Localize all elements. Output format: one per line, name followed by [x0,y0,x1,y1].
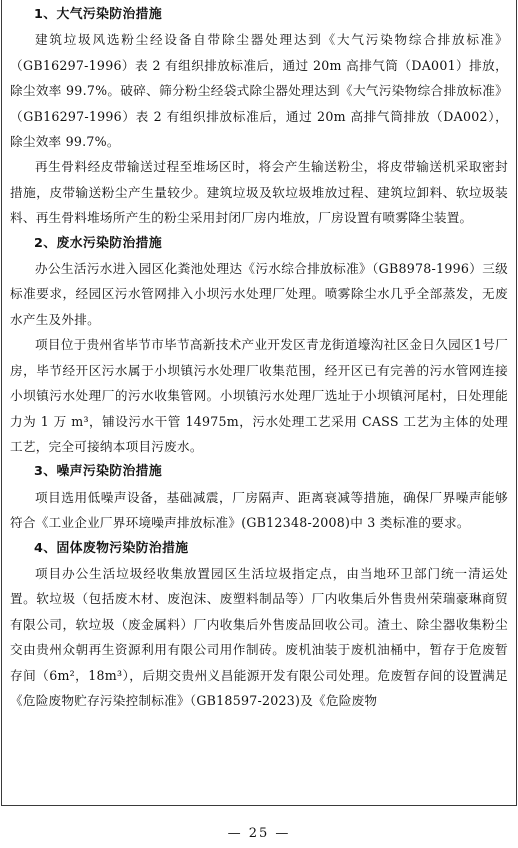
section-heading-solid-waste: 4、固体废物污染防治措施 [34,540,189,556]
section-heading-air: 1、大气污染防治措施 [34,7,163,22]
document-body [10,2,508,713]
paragraph-air-2: 再生骨料经皮带输送过程至堆场区时，将会产生输送粉尘，将皮带输送机采取密封措施，皮带输送粉尘产生量较少。建筑垃圾及软垃圾堆放过程、建筑垃卸料、软垃圾装料、再生骨料堆场所产生的粉尘采用封闭厂房内堆放，厂房设置有喷雾降尘装置。 [10,159,508,226]
section-heading-noise: 3、噪声污染防治措施 [34,464,163,480]
paragraph-air-1: 建筑垃圾风选粉尘经设备自带除尘器处理达到《大气污染物综合排放标准》（GB16297-1996）表 2 有组织排放标准后，通过 20m 高排气筒（DA001）排放，除尘效率 99.7%。破碎、筛分粉尘经袋式除尘器处理达到《大气污染物综合排放标准》（GB16297-1996）表 2 有组织排放标准后，通过 20m 高排气筒排放（DA002），除尘效率 99.7%。 [10,32,508,150]
paragraph-water-1: 办公生活污水进入园区化粪池处理达《污水综合排放标准》（GB8978-1996）三级标准要求，经园区污水管网排入小坝污水处理厂处理。喷雾除尘水几乎全部蒸发，无废水产生及外排。 [10,261,508,327]
section-heading-water: 2、废水污染防治措施 [34,235,163,251]
page-number: — 25 — [227,826,291,841]
paragraph-water-2: 项目位于贵州省毕节市毕节高新技术产业开发区青龙街道壕沟社区金日久园区1号厂房，毕节经开区污水属于小坝镇污水处理厂收集范围，经开区已有完善的污水管网连接小坝镇污水处理厂的污水收集管网。小坝镇污水处理厂选址于小坝镇河尾村，日处理能力为 1 万 m³，铺设污水干管 14975m，污水处理工艺采用 CASS 工艺为主体的处理工艺，完全可接纳本项目污废水。 [10,337,508,454]
paragraph-noise-1: 项目选用低噪声设备，基础减震，厂房隔声、距离衰减等措施，确保厂界噪声能够符合《工业企业厂界环境噪声排放标准》(GB12348-2008)中 3 类标准的要求。 [10,489,508,531]
paragraph-solid-waste-1: 项目办公生活垃圾经收集放置园区生活垃圾指定点，由当地环卫部门统一清运处置。软垃圾（包括废木材、废泡沫、废塑料制品等）厂内收集后外售贵州荣瑞豪琳商贸有限公司，软垃圾（废金属料）厂内收集后外售废品回收公司。渣土、除尘器收集粉尘交由贵州众朝再生资源利用有限公司用作制砖。废机油装于废机油桶中，暂存于危废暂存间（6m²，18m³），后期交贵州义昌能源开发有限公司处理。危废暂存间的设置满足《危险废物贮存污染控制标准》（GB18597-2023)及《危险废物 [10,565,508,708]
